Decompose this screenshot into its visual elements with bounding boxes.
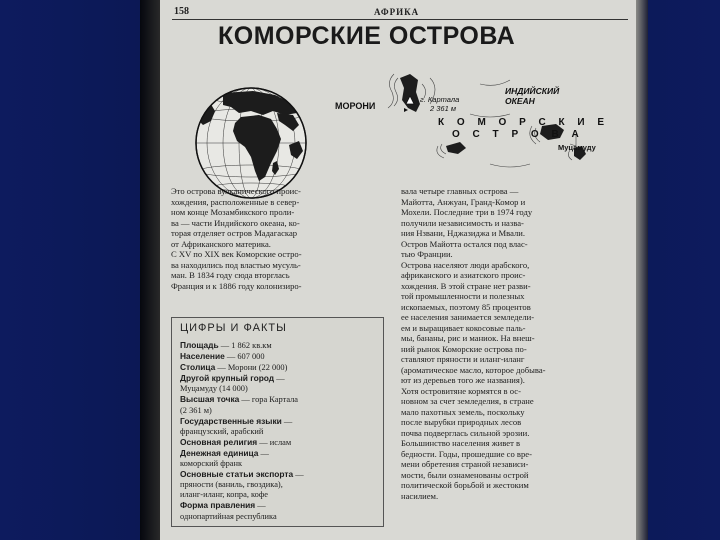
fact-value: — [255,501,266,511]
text-line: Майотта, Анжуан, Гранд-Комор и [401,196,526,207]
fact-line [180,448,377,459]
fact-value: — Морони (22 000) [215,363,288,373]
fact-label: Население [180,351,225,362]
fact-label: Основная религия [180,436,258,447]
text-line: торая отделяет остров Мадагаскар [171,228,298,238]
text-line: Остров Майотта остался под влас- [401,238,528,249]
fact-line [180,416,377,427]
fact-value: — [293,470,304,480]
fact-label: Высшая точка [180,394,240,405]
text-line: хождения. В этой стране нет разви- [401,280,531,291]
grande-comore-island [400,74,420,112]
city-label: Муцамуду [558,143,596,152]
fact-line [180,373,377,384]
text-line: насилием. [401,490,439,501]
text-line: Франция и к 1886 году колонизиро- [171,280,302,291]
text-line: бедности. Годы, прошедшие со вре- [401,448,532,459]
text-line: Это острова вулканического проис- [171,186,301,196]
fact-label: Площадь [180,340,219,350]
page-number: 158 [174,6,189,17]
text-line: политической борьбой и жестоким [401,480,529,490]
text-line: Хотя островитяне кормятся в ос- [401,385,521,396]
fact-line [180,384,377,394]
text-line: мало пахотных земель, поскольку [401,406,525,417]
text-line: ют из деревьев того же названия). [401,375,525,385]
fact-line [180,427,377,437]
left-text-column [171,186,387,291]
text-line: Большинство населения живет в [401,438,521,448]
text-line: ва — части Индийского океана, ко- [171,217,300,228]
fact-value: Муцамуду (14 000) [180,384,248,394]
fact-label: Основные статьи экспорта [180,469,294,480]
fact-value: — ислам [257,437,292,447]
fact-value: — гора Картала [239,395,299,405]
fact-value: иланг-иланг, копра, кофе [180,490,268,500]
fact-value: — [274,374,285,384]
fact-value: — 1 862 кв.км [218,341,272,350]
text-line: Острова населяют люди арабского, [401,259,530,270]
fact-line [180,469,377,480]
fact-value: — [281,416,293,426]
text-line: мени обретения страной независи- [401,459,529,469]
text-line: ний рынок Коморские острова по- [401,343,527,354]
fact-line [180,362,377,373]
fact-line [180,480,377,490]
facts-list [180,340,377,522]
fact-label: Денежная единица [180,447,259,458]
ocean-label: ИНДИЙСКИЙ ОКЕАН [505,86,560,106]
text-line: той промышленности и полезных [401,291,525,301]
text-line: получили независимость и назва- [401,217,524,228]
section-header: АФРИКА [374,7,420,17]
page-edge [636,0,648,540]
fact-label: Другой крупный город [180,373,275,384]
text-line: ния Нзвани, Нджазиджа и Мвали. [401,228,526,238]
header-divider [172,19,628,20]
page-title: КОМОРСКИЕ ОСТРОВА [218,22,516,50]
fact-value: французский, арабский [180,426,264,436]
fact-line [180,512,377,522]
text-line: вала четыре главных острова — [401,186,519,196]
fact-label: Столица [180,362,216,373]
text-line: африканского и азиатского проис- [401,270,526,280]
text-line: ном конце Мозамбикского проли- [171,207,295,217]
text-line: ман. В 1834 году сюда вторглась [171,270,290,280]
peak-label: г. Картала 2 361 м [420,95,460,113]
fact-line [180,437,377,448]
text-line: мы, бананы, рис и маниок. На внеш- [401,333,535,343]
fact-line [180,500,377,511]
fact-value: — 607 000 [224,352,265,362]
text-line: (ароматическое масло, которое добыва- [401,364,546,375]
fact-value: — [258,448,269,458]
text-line: почва подверглась сильной эрозии. [401,427,530,438]
text-line: ископаемых, поэтому 85 процентов [401,301,531,312]
text-line: ва находились под властью мусуль- [171,259,301,270]
text-line: хождения, расположенные в север- [171,196,300,207]
fact-value: пряности (ваниль, гвоздика), [180,480,283,490]
text-line: от Африканского материка. [171,238,271,249]
fact-line [180,340,377,351]
capital-label: МОРОНИ [335,101,376,111]
text-line: после вырубки природных лесов [401,417,522,427]
text-line: мости, были ознаменованы острой [401,469,529,480]
text-line: тью Франции. [401,249,453,259]
facts-title: ЦИФРЫ И ФАКТЫ [180,322,287,334]
moheli-island [446,142,466,154]
text-line: С XV по XIX век Коморские остро- [171,249,302,259]
fact-value: коморский франк [180,459,243,469]
page-shadow [140,0,162,540]
fact-label: Государственные языки [180,415,282,426]
text-line: новном за счет земледелия, в стране [401,396,534,406]
text-line: Мохели. Последние три в 1974 году [401,207,533,217]
text-line: ем и выращивает кокосовые паль- [401,322,526,333]
fact-value: однопартийная республика [180,511,277,521]
fact-line [180,351,377,362]
text-line: ее населения занимается земледели- [401,312,535,322]
fact-line [180,490,377,500]
fact-line [180,459,377,469]
right-text-column [401,186,631,501]
fact-label: Форма правления [180,500,256,511]
islands-map-label: К О М О Р С К И Е О С Т Р О В А [438,117,610,140]
fact-line [180,394,377,405]
fact-value: (2 361 м) [180,405,212,415]
text-line: ставляют пряности и иланг-иланг [401,354,525,364]
facts-box [171,317,384,527]
fact-line [180,406,377,416]
